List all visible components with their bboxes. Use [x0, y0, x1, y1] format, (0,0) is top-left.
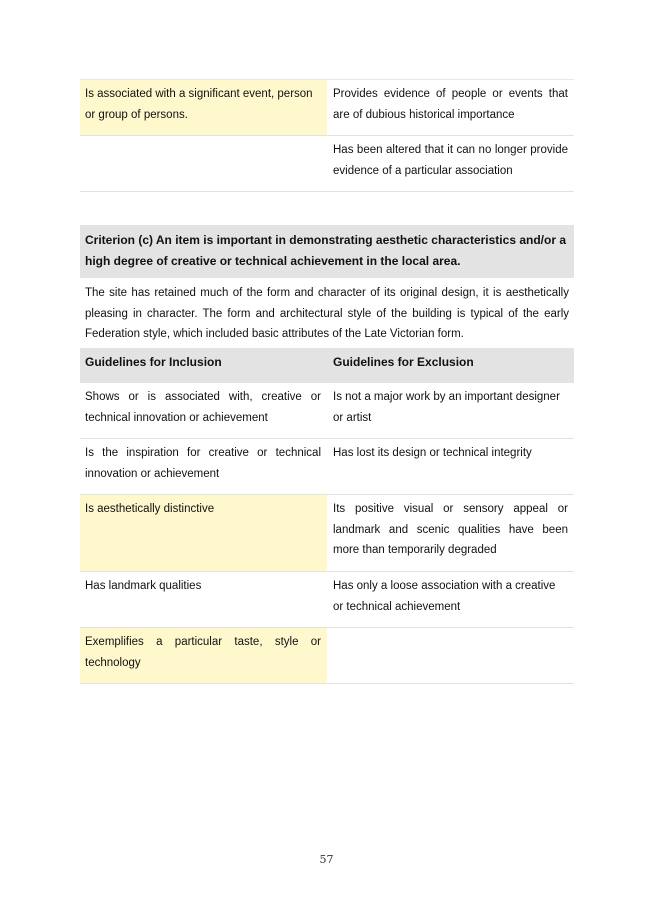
exclusion-header: Guidelines for Exclusion	[333, 355, 474, 369]
inclusion-cell: Shows or is associated with, creative or technical innovation or achievement	[85, 391, 321, 424]
table-row	[80, 79, 574, 136]
exclusion-cell: Is not a major work by an important designer or artist	[333, 391, 560, 424]
inclusion-cell	[80, 136, 327, 191]
exclusion-cell	[327, 628, 574, 683]
exclusion-cell: Has lost its design or technical integrity	[333, 447, 532, 459]
guidelines-header-row	[80, 348, 574, 383]
exclusion-cell: Its positive visual or sensory appeal or landmark and scenic qualities have been more than temporarily degraded	[333, 503, 568, 556]
table-row	[80, 495, 574, 572]
criterion-c-section	[80, 225, 574, 684]
inclusion-cell: Exemplifies a particular taste, style or technology	[80, 628, 327, 683]
criterion-c-description: The site has retained much of the form and character of its original design, it is aesthetically pleasing in character. The form and architectural style of the building is typical of the early Federation style, which included basic attributes of the Late Victorian form.	[85, 287, 569, 340]
page-number: 57	[319, 853, 334, 866]
exclusion-cell: Has been altered that it can no longer provide evidence of a particular association	[333, 144, 568, 177]
inclusion-header: Guidelines for Inclusion	[85, 355, 222, 369]
table-row	[80, 136, 574, 192]
inclusion-cell: Is aesthetically distinctive	[80, 495, 327, 571]
exclusion-cell: Provides evidence of people or events that are of dubious historical importance	[333, 88, 568, 121]
table-row	[80, 572, 574, 628]
criterion-b-table-continuation	[80, 79, 574, 192]
criterion-c-heading: Criterion (c) An item is important in demonstrating aesthetic characteristics and/or a high degree of creative or technical achievement in the local area.	[80, 225, 574, 278]
table-row	[80, 383, 574, 439]
inclusion-cell: Is the inspiration for creative or technical innovation or achievement	[85, 447, 321, 480]
exclusion-cell: Has only a loose association with a creative or technical achievement	[333, 580, 556, 613]
table-row	[80, 439, 574, 495]
inclusion-cell: Is associated with a significant event, person or group of persons.	[80, 80, 327, 135]
inclusion-cell: Has landmark qualities	[85, 580, 202, 592]
table-row	[80, 628, 574, 684]
